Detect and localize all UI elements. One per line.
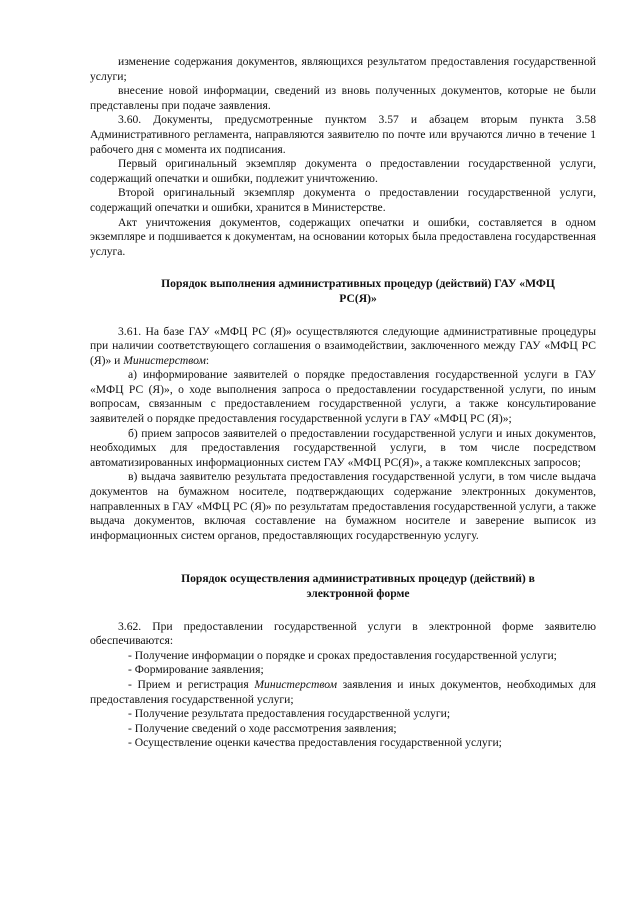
paragraph-change-content: изменение содержания документов, являющихся результатом предоставления государственной услуги; bbox=[90, 55, 596, 83]
section-heading-electronic: Порядок осуществления административных процедур (действий) в электронной форме bbox=[181, 572, 535, 600]
paragraph-3-61: 3.61. На базе ГАУ «МФЦ РС (Я)» осуществляются следующие административные процедуры при наличии соответствующего соглашения о взаимодействии, заключенного между ГАУ «МФЦ РС (Я)» и Министерством: bbox=[90, 324, 596, 367]
paragraph-new-info: внесение новой информации, сведений из вновь полученных документов, которые не были представлены при подаче заявления. bbox=[90, 84, 596, 112]
list-item-c: в) выдача заявителю результата предоставления государственной услуги, в том числе выдача документов на бумажном носителе, подтверждающих содержание электронных документов, направленных в ГАУ «МФЦ РС (Я)» по результатам предоставления государственной услуги, а также выдача документов, включая составление на бумажном носителе и заверение выписок из информационных систем органов, предоставляющих государственную услугу. bbox=[90, 470, 596, 542]
list-item-a: а) информирование заявителей о порядке предоставления государственной услуги в ГАУ «МФЦ РС (Я)», о ходе выполнения запроса о предоставлении государственной услуги, по иным вопросам, связанным с предоставлением государственной услуги, а также консультирование заявителей о порядке предоставления государственной услуги в ГАУ «МФЦ РС (Я)»; bbox=[90, 368, 596, 426]
ministry-emphasis-2: Министерством bbox=[254, 677, 337, 691]
list-item-b: б) прием запросов заявителей о предоставлении государственной услуги и иных документов, необходимых для предоставления государственной услуги, в том числе посредством автоматизированных информационных систем ГАУ «МФЦ РС(Я)», а также комплексных запросов; bbox=[90, 426, 596, 469]
list-item-status: - Получение сведений о ходе рассмотрения заявления; bbox=[128, 721, 397, 735]
list-item-result: - Получение результата предоставления государственной услуги; bbox=[128, 707, 451, 721]
list-item-info: - Получение информации о порядке и сроках предоставления государственной услуги; bbox=[128, 648, 557, 662]
paragraph-first-copy: Первый оригинальный экземпляр документа о предоставлении государственной услуги, содержащий опечатки и ошибки, подлежит уничтожению. bbox=[90, 157, 596, 185]
list-item-registration: - Прием и регистрация Министерством заявления и иных документов, необходимых для предоставления государственной услуги; bbox=[90, 677, 597, 706]
paragraph-destruction-act: Акт уничтожения документов, содержащих опечатки и ошибки, составляется в одном экземпляре и подшивается к документам, на основании которых была предоставлена государственная услуга. bbox=[90, 215, 596, 258]
list-item-form: - Формирование заявления; bbox=[128, 663, 264, 677]
paragraph-3-62: 3.62. При предоставлении государственной услуги в электронной форме заявителю обеспечиваются: bbox=[90, 619, 596, 648]
section-heading-mfc: Порядок выполнения административных процедур (действий) ГАУ «МФЦ РС(Я)» bbox=[161, 277, 555, 305]
paragraph-3-60: 3.60. Документы, предусмотренные пунктом 3.57 и абзацем вторым пункта 3.58 Административного регламента, направляются заявителю по почте или вручаются лично в течение 1 рабочего дня с момента их подписания. bbox=[90, 113, 596, 156]
list-item-quality: - Осуществление оценки качества предоставления государственной услуги; bbox=[128, 736, 502, 750]
document-page bbox=[90, 55, 596, 751]
ministry-emphasis: Министерством bbox=[123, 353, 206, 367]
paragraph-second-copy: Второй оригинальный экземпляр документа о предоставлении государственной услуги, содержащий опечатки и ошибки, хранится в Министерстве. bbox=[90, 186, 596, 214]
